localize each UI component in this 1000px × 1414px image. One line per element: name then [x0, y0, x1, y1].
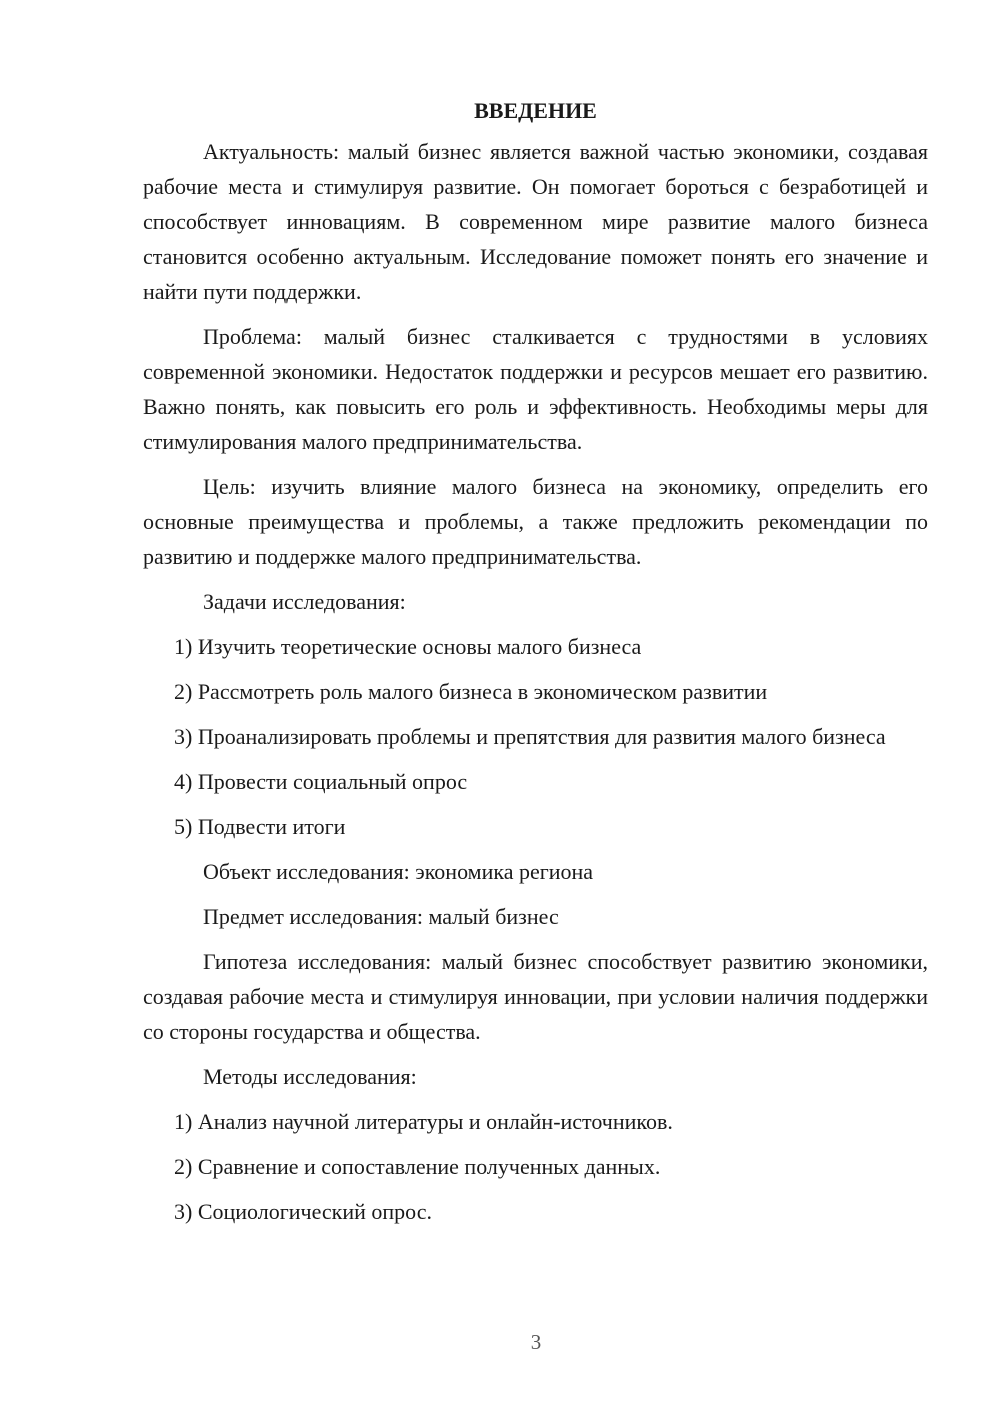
methods-heading: Методы исследования: — [203, 1064, 417, 1089]
tasks-list — [143, 629, 928, 844]
subject-paragraph: Предмет исследования: малый бизнес — [203, 904, 559, 929]
tasks-heading: Задачи исследования: — [203, 589, 406, 614]
list-item: 2) Рассмотреть роль малого бизнеса в экономическом развитии — [174, 679, 768, 704]
list-item: 5) Подвести итоги — [174, 814, 346, 839]
relevance-paragraph: Актуальность: малый бизнес является важной частью экономики, создавая рабочие места и стимулируя развитие. Он помогает бороться с безработицей и способствует инновациям. В современном мире развитие малого бизнеса становится особенно актуальным. Исследование поможет понять его значение и найти пути поддержки. — [143, 139, 928, 304]
document-page — [143, 96, 928, 1239]
hypothesis-paragraph: Гипотеза исследования: малый бизнес способствует развитию экономики, создавая рабочие места и стимулируя инновации, при условии наличия поддержки со стороны государства и общества. — [143, 949, 928, 1044]
methods-list — [143, 1104, 928, 1229]
goal-paragraph: Цель: изучить влияние малого бизнеса на экономику, определить его основные преимущества и проблемы, а также предложить рекомендации по развитию и поддержке малого предпринимательства. — [143, 474, 928, 569]
list-item: 1) Изучить теоретические основы малого бизнеса — [174, 634, 642, 659]
problem-paragraph: Проблема: малый бизнес сталкивается с трудностями в условиях современной экономики. Недостаток поддержки и ресурсов мешает его развитию. Важно понять, как повысить его роль и эффективность. Необходимы меры для стимулирования малого предпринимательства. — [143, 324, 928, 454]
page-title: ВВЕДЕНИЕ — [474, 98, 597, 123]
list-item: 1) Анализ научной литературы и онлайн-источников. — [174, 1109, 673, 1134]
list-item: 3) Проанализировать проблемы и препятствия для развития малого бизнеса — [174, 724, 886, 749]
list-item: 3) Социологический опрос. — [174, 1199, 432, 1224]
page-number: 3 — [530, 1330, 542, 1354]
list-item: 2) Сравнение и сопоставление полученных данных. — [174, 1154, 661, 1179]
object-paragraph: Объект исследования: экономика региона — [203, 859, 594, 884]
list-item: 4) Провести социальный опрос — [174, 769, 468, 794]
